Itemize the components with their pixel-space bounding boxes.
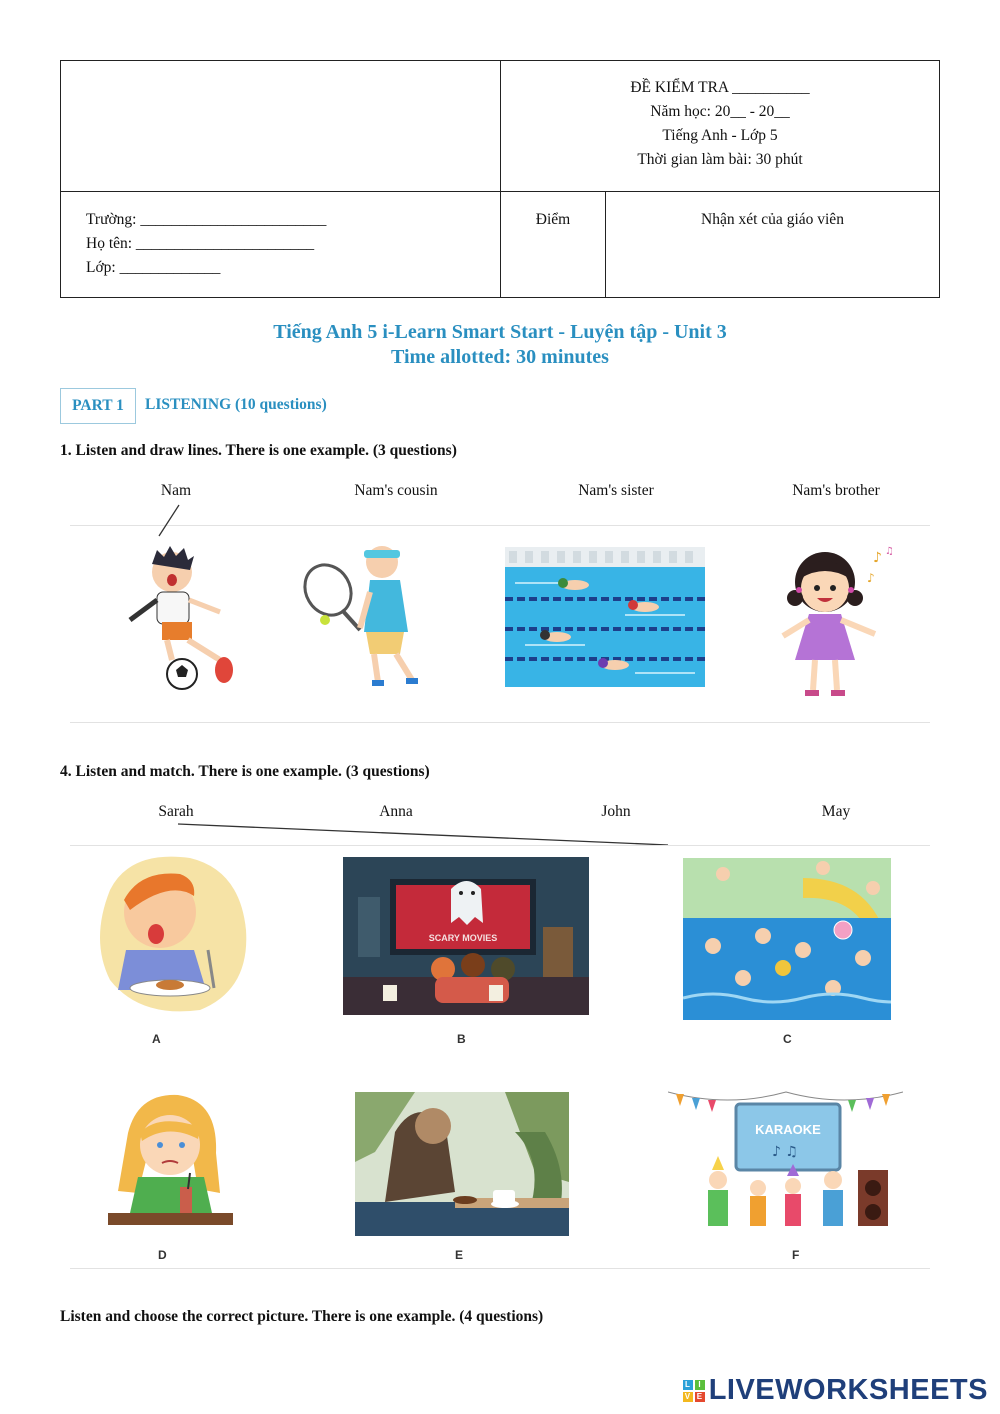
letter-e: E xyxy=(455,1248,464,1262)
name-nam[interactable]: Nam xyxy=(160,482,192,499)
name-field[interactable]: Họ tên: _______________________ xyxy=(86,235,315,252)
section1-instruction: 1. Listen and draw lines. There is one example. (3 questions) xyxy=(60,442,457,459)
picture-d-bored-girl[interactable] xyxy=(108,1093,233,1233)
student-info xyxy=(86,208,326,280)
name-may[interactable]: May xyxy=(821,803,851,820)
svg-text:♪: ♪ xyxy=(867,571,875,585)
divider xyxy=(70,1268,930,1269)
name-anna[interactable]: Anna xyxy=(379,803,413,820)
part-number: PART 1 xyxy=(60,388,136,424)
name-sarah[interactable]: Sarah xyxy=(158,803,194,820)
example-line xyxy=(150,500,190,540)
divider xyxy=(70,722,930,723)
worksheet-time: Time allotted: 30 minutes xyxy=(391,346,609,368)
letter-b: B xyxy=(457,1032,466,1046)
worksheet-title: Tiếng Anh 5 i-Learn Smart Start - Luyện tập - Unit 3 xyxy=(273,321,727,343)
divider xyxy=(70,845,930,846)
picture-b-scary-movies[interactable] xyxy=(343,857,589,1015)
part-label: LISTENING (10 questions) xyxy=(145,396,327,413)
name-nams-cousin[interactable]: Nam's cousin xyxy=(354,482,438,499)
section2-instruction: 4. Listen and match. There is one example. (3 questions) xyxy=(60,763,430,780)
school-field[interactable]: Trường: ________________________ xyxy=(86,211,327,228)
picture-c-water-park[interactable] xyxy=(683,858,891,1020)
exam-title: ĐỀ KIỂM TRA __________ xyxy=(630,79,810,96)
class-field[interactable]: Lớp: _____________ xyxy=(86,259,221,276)
svg-text:♫: ♫ xyxy=(885,546,894,557)
name-nams-sister[interactable]: Nam's sister xyxy=(578,482,654,499)
svg-text:♪: ♪ xyxy=(873,550,882,566)
liveworksheets-logo xyxy=(683,1374,988,1407)
svg-text:♪ ♫: ♪ ♫ xyxy=(772,1144,798,1160)
logo-mark-icon: L I V E xyxy=(683,1380,705,1402)
picture-a-eating[interactable] xyxy=(90,850,250,1015)
exam-info xyxy=(501,76,939,172)
logo-text: LIVEWORKSHEETS xyxy=(708,1374,988,1406)
boy-football-picture[interactable] xyxy=(112,542,237,692)
swimming-pool-picture[interactable] xyxy=(505,547,705,687)
picture-e-cafe[interactable] xyxy=(355,1092,569,1236)
exam-header-table xyxy=(60,60,940,298)
score-label: Điểm xyxy=(535,211,571,228)
teacher-comment-label: Nhận xét của giáo viên xyxy=(701,211,844,228)
letter-a: A xyxy=(152,1032,161,1046)
section3-instruction: Listen and choose the correct picture. There is one example. (4 questions) xyxy=(60,1308,544,1325)
school-year: Năm học: 20__ - 20__ xyxy=(650,103,790,120)
karaoke-text: KARAOKE xyxy=(755,1122,821,1137)
letter-d: D xyxy=(158,1248,167,1262)
boy-tennis-picture[interactable] xyxy=(300,542,425,692)
duration: Thời gian làm bài: 30 phút xyxy=(637,151,803,168)
name-nams-brother[interactable]: Nam's brother xyxy=(792,482,880,499)
picture-f-karaoke[interactable] xyxy=(668,1080,903,1238)
name-john[interactable]: John xyxy=(601,803,631,820)
scary-movies-text: SCARY MOVIES xyxy=(428,933,498,943)
girl-singing-picture[interactable] xyxy=(775,542,905,702)
letter-f: F xyxy=(792,1248,800,1262)
subject: Tiếng Anh - Lớp 5 xyxy=(662,127,778,144)
divider xyxy=(70,525,930,526)
example-match-line xyxy=(170,818,680,852)
letter-c: C xyxy=(783,1032,792,1046)
